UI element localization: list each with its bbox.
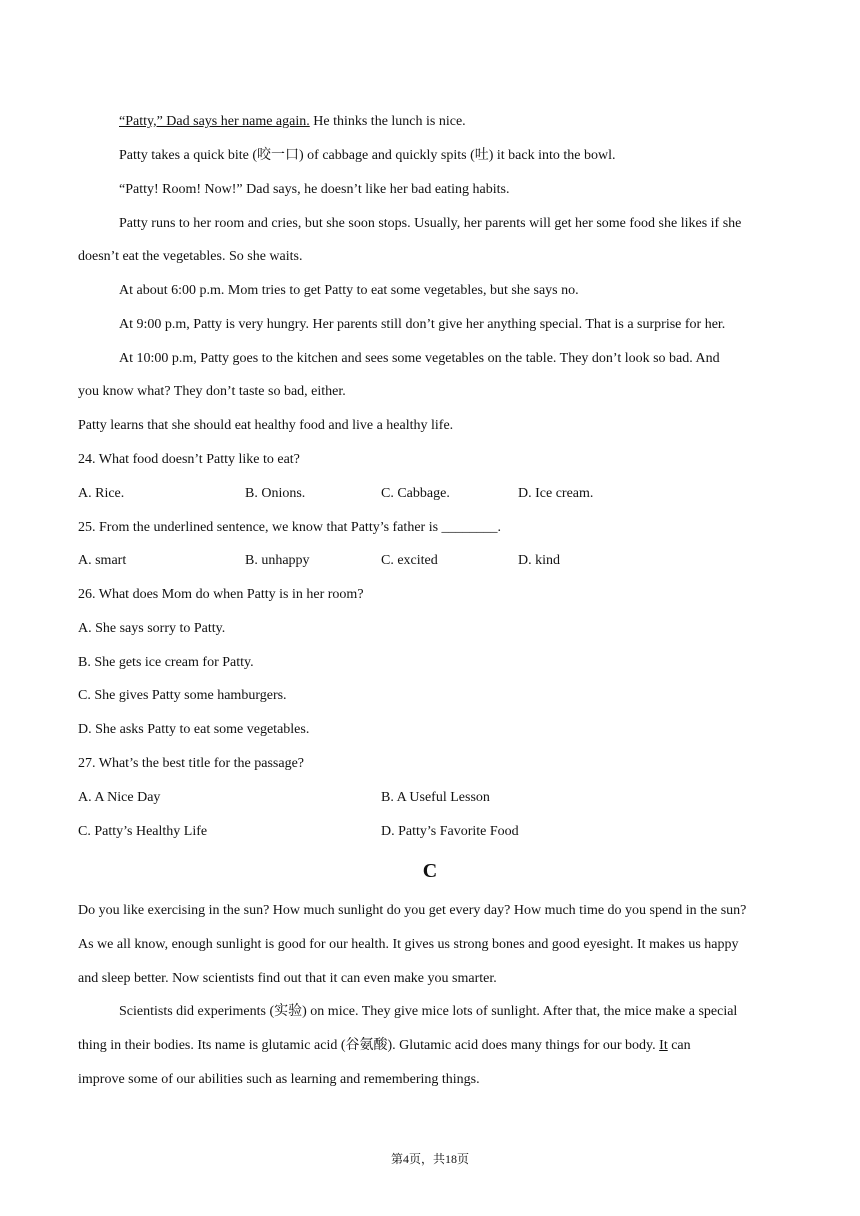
- option-a: A. smart: [78, 553, 127, 568]
- option-c: C. She gives Patty some hamburgers.: [78, 688, 287, 703]
- option-c: C. Cabbage.: [381, 486, 450, 501]
- passage-line: “Patty! Room! Now!” Dad says, he doesn’t like her bad eating habits.: [119, 182, 510, 197]
- option-c: C. Patty’s Healthy Life: [78, 824, 208, 839]
- passage-line: Patty runs to her room and cries, but she soon stops. Usually, her parents will get her some food she likes if she: [119, 216, 742, 231]
- section-heading: C: [422, 860, 438, 882]
- option-a: A. She says sorry to Patty.: [78, 621, 226, 636]
- option-d: D. kind: [518, 553, 560, 568]
- passage-line: doesn’t eat the vegetables. So she waits.: [78, 249, 303, 264]
- question-stem: 27. What’s the best title for the passage?: [78, 756, 305, 771]
- passage-line: and sleep better. Now scientists find out that it can even make you smarter.: [78, 971, 497, 986]
- option-c: C. excited: [381, 553, 438, 568]
- passage-line: you know what? They don’t taste so bad, either.: [78, 384, 346, 399]
- underlined-sentence: “Patty,” Dad says her name again.: [119, 114, 310, 129]
- passage-line: Scientists did experiments (实验) on mice. They give mice lots of sunlight. After that, the mice make a special: [119, 1004, 738, 1019]
- option-d: D. Patty’s Favorite Food: [381, 824, 519, 839]
- question-stem: 24. What food doesn’t Patty like to eat?: [78, 452, 300, 467]
- passage-line: Do you like exercising in the sun? How much sunlight do you get every day? How much time do you spend in the sun?: [78, 903, 747, 918]
- passage-line: At 10:00 p.m, Patty goes to the kitchen and sees some vegetables on the table. They don’t look so bad. And: [119, 351, 720, 366]
- option-a: A. Rice.: [78, 486, 125, 501]
- option-b: B. Onions.: [245, 486, 306, 501]
- passage-line: Patty learns that she should eat healthy food and live a healthy life.: [78, 418, 454, 433]
- passage-line: As we all know, enough sunlight is good for our health. It gives us strong bones and good eyesight. It makes us happy: [78, 937, 739, 952]
- page-number: 第4页，共18页: [390, 1152, 469, 1166]
- option-a: A. A Nice Day: [78, 790, 161, 805]
- passage-line: thing in their bodies. Its name is glutamic acid (谷氨酸). Glutamic acid does many things for our body. It can: [78, 1038, 691, 1053]
- question-stem: 26. What does Mom do when Patty is in her room?: [78, 587, 364, 602]
- option-b: B. She gets ice cream for Patty.: [78, 655, 254, 670]
- passage-line: improve some of our abilities such as learning and remembering things.: [78, 1072, 480, 1087]
- option-d: D. She asks Patty to eat some vegetables.: [78, 722, 310, 737]
- option-b: B. unhappy: [245, 553, 310, 568]
- option-d: D. Ice cream.: [518, 486, 594, 501]
- passage-line: “Patty,” Dad says her name again. He thinks the lunch is nice.: [119, 114, 466, 129]
- question-stem: 25. From the underlined sentence, we know that Patty’s father is ________.: [78, 520, 502, 535]
- passage-line: At 9:00 p.m, Patty is very hungry. Her parents still don’t give her anything special. That is a surprise for her.: [119, 317, 726, 332]
- underlined-word: It: [659, 1038, 668, 1053]
- passage-line: Patty takes a quick bite (咬一口) of cabbage and quickly spits (吐) it back into the bowl.: [119, 148, 616, 163]
- passage-line: At about 6:00 p.m. Mom tries to get Patty to eat some vegetables, but she says no.: [119, 283, 579, 298]
- option-b: B. A Useful Lesson: [381, 790, 490, 805]
